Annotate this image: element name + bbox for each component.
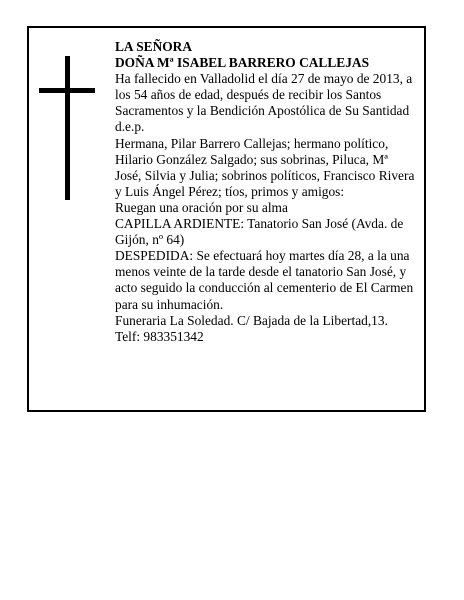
notice-line-16: Funeraria La Soledad. C/ Bajada de la Libertad,13. — [115, 312, 388, 328]
notice-text — [115, 39, 423, 345]
notice-line-3: Sacramentos y la Bendición Apostólica de Su Santidad — [115, 103, 410, 119]
cross-horizontal-bar — [39, 88, 95, 93]
notice-line-11: Gijón, nº 64) — [115, 232, 185, 248]
notice-line-13: menos veinte de la tarde desde el tanatorio San José, y — [115, 264, 407, 280]
obituary-notice — [27, 26, 426, 412]
notice-line-7: José, Silvia y Julia; sobrinos políticos, Francisco Rivera — [115, 167, 415, 183]
notice-line-4: d.e.p. — [115, 119, 145, 135]
notice-line-15: para su inhumación. — [115, 296, 224, 312]
notice-line-10: CAPILLA ARDIENTE: Tanatorio San José (Avda. de — [115, 216, 404, 232]
notice-line-9: Ruegan una oración por su alma — [115, 199, 288, 215]
notice-line-5: Hermana, Pilar Barrero Callejas; hermano político, — [115, 135, 389, 151]
notice-line-14: acto seguido la conducción al cementerio de El Carmen — [115, 280, 414, 296]
notice-line-8: y Luis Ángel Pérez; tíos, primos y amigos: — [115, 183, 345, 199]
notice-line-12: DESPEDIDA: Se efectuará hoy martes día 28, a la una — [115, 248, 410, 264]
notice-line-17: Telf: 983351342 — [115, 328, 204, 344]
notice-heading: LA SEÑORA — [115, 39, 193, 54]
cross-vertical-bar — [65, 56, 70, 200]
deceased-name: DOÑA Mª ISABEL BARRERO CALLEJAS — [115, 55, 370, 71]
notice-line-2: los 54 años de edad, después de recibir los Santos — [115, 87, 382, 103]
notice-line-6: Hilario González Salgado; sus sobrinas, Piluca, Mª — [115, 151, 388, 167]
notice-line-1: Ha fallecido en Valladolid el día 27 de mayo de 2013, a — [115, 71, 413, 87]
cross-icon — [39, 56, 95, 200]
